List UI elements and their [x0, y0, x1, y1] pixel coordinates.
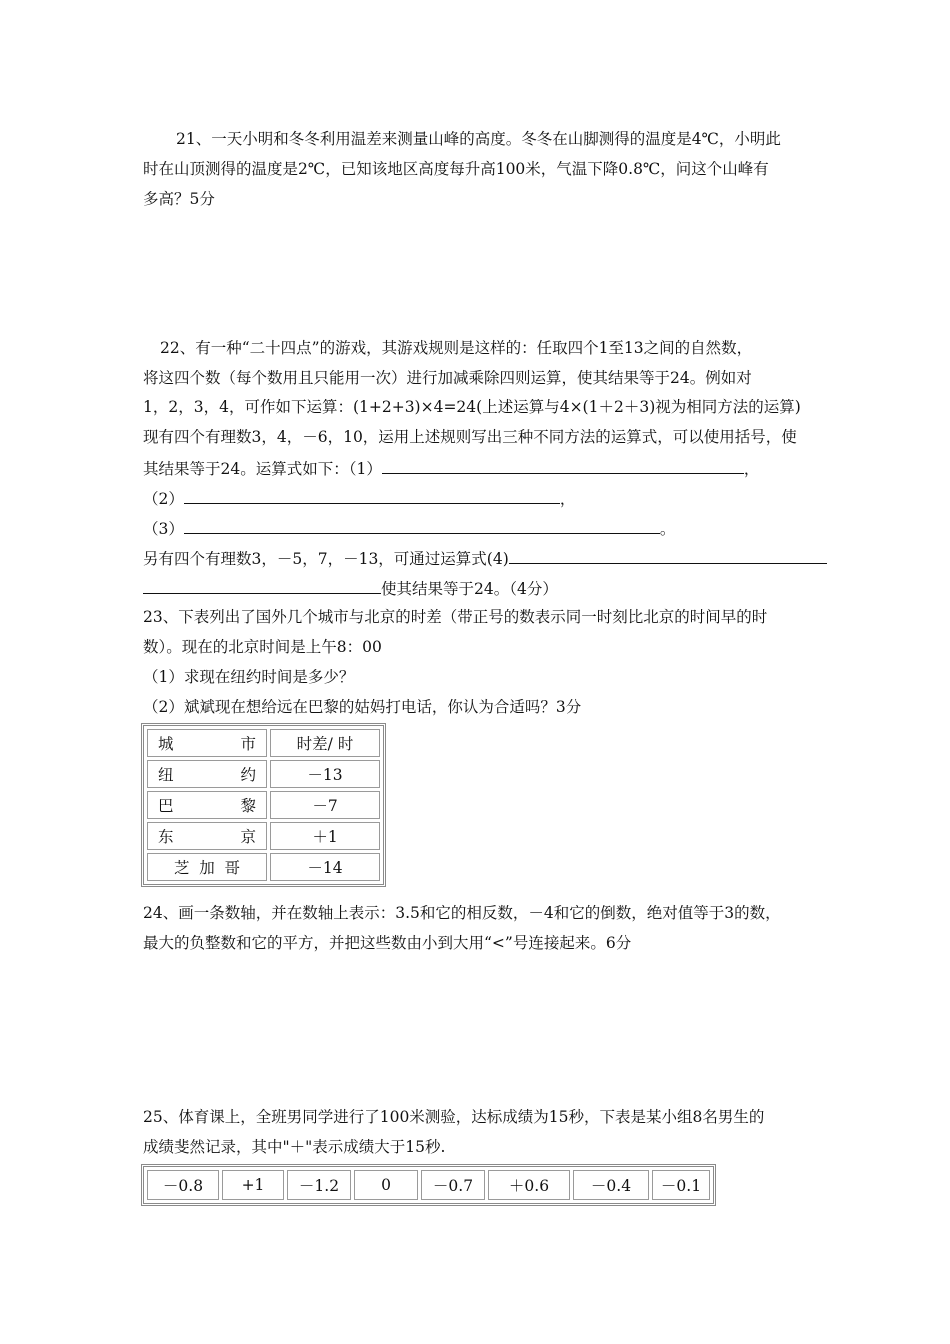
q22-line-2: 将这四个数（每个数用且只能用一次）进行加减乘除四则运算，使其结果等于24。例如对 — [143, 369, 752, 387]
q21-line-2: 时在山顶测得的温度是2℃，已知该地区高度每升高100米，气温下降0.8℃，问这个山峰有 — [143, 160, 769, 178]
q23-line-1: 23、下表列出了国外几个城市与北京的时差（带正号的数表示同一时刻比北京的时间早的时 — [143, 608, 768, 626]
q22-line-3: 1，2，3，4，可作如下运算：(1+2+3)×4=24(上述运算与4×(1＋2＋3)视为相同方法的运算) — [143, 398, 801, 416]
header-city: 城 市 — [147, 729, 267, 757]
answer-blank-1[interactable] — [382, 457, 744, 474]
score-cell: －0.1 — [652, 1170, 710, 1200]
q23-line-3: （1）求现在纽约时间是多少？ — [143, 668, 355, 686]
score-cell: ＋0.6 — [488, 1170, 570, 1200]
score-cell: －0.8 — [147, 1170, 219, 1200]
q22-line-7: （3） 。 — [143, 517, 675, 539]
q22-line-6: （2） ， — [143, 487, 575, 509]
q22-answer-3-label: （3） — [143, 520, 184, 538]
q23-line-4: （2）斌斌现在想给远在巴黎的姑妈打电话，你认为合适吗？3分 — [143, 698, 582, 716]
q22-line-8 — [143, 547, 827, 569]
table-row — [147, 791, 380, 819]
diff-cell: －7 — [270, 791, 380, 819]
time-difference-table — [141, 723, 386, 887]
score-cell: 0 — [354, 1170, 418, 1200]
q24-line-2: 最大的负整数和它的平方，并把这些数由小到大用“<”号连接起来。6分 — [143, 934, 632, 952]
q22-line-9: 使其结果等于24。（4分） — [143, 577, 558, 599]
city-cell: 芝 加 哥 — [147, 853, 267, 881]
answer-blank-4a[interactable] — [509, 547, 827, 564]
diff-cell: －13 — [270, 760, 380, 788]
score-cell: +1 — [222, 1170, 284, 1200]
q22-line-5: 其结果等于24。运算式如下：（1） ， — [143, 457, 759, 479]
diff-cell: －14 — [270, 853, 380, 881]
q22-answer-1-label: 其结果等于24。运算式如下：（1） — [143, 460, 382, 478]
q22-line-4: 现有四个有理数3，4，－6，10，运用上述规则写出三种不同方法的运算式，可以使用括号，使 — [143, 428, 797, 446]
answer-blank-3[interactable] — [184, 517, 660, 534]
score-cell: －1.2 — [287, 1170, 351, 1200]
city-cell: 巴 黎 — [147, 791, 267, 819]
q22-line-1: 22、有一种“二十四点”的游戏，其游戏规则是这样的：任取四个1至13之间的自然数， — [160, 339, 753, 357]
q24-line-1: 24、画一条数轴，并在数轴上表示：3.5和它的相反数，－4和它的倒数，绝对值等于3的数， — [143, 904, 781, 922]
city-cell: 纽 约 — [147, 760, 267, 788]
q25-line-2: 成绩斐然记录，其中"＋"表示成绩大于15秒. — [143, 1138, 446, 1156]
table-row — [147, 760, 380, 788]
q25-line-1: 25、体育课上，全班男同学进行了100米测验，达标成绩为15秒，下表是某小组8名男生的 — [143, 1108, 765, 1126]
score-table — [141, 1164, 716, 1206]
q22-answer-4-label: 另有四个有理数3，－5，7，－13，可通过运算式(4) — [143, 550, 509, 568]
table-row — [147, 853, 380, 881]
score-cell: －0.7 — [421, 1170, 485, 1200]
q23-line-2: 数）。现在的北京时间是上午8：00 — [143, 638, 382, 656]
diff-cell: ＋1 — [270, 822, 380, 850]
city-cell: 东 京 — [147, 822, 267, 850]
header-diff: 时差/ 时 — [270, 729, 380, 757]
score-row — [147, 1170, 710, 1200]
answer-blank-2[interactable] — [184, 487, 560, 504]
table-row — [147, 822, 380, 850]
q22-answer-2-label: （2） — [143, 490, 184, 508]
score-cell: －0.4 — [573, 1170, 649, 1200]
answer-blank-4b[interactable] — [143, 577, 381, 594]
q21-line-1: 21、一天小明和冬冬利用温差来测量山峰的高度。冬冬在山脚测得的温度是4℃，小明此 — [176, 130, 781, 148]
table-header-row — [147, 729, 380, 757]
q21-line-3: 多高？5分 — [143, 190, 215, 208]
